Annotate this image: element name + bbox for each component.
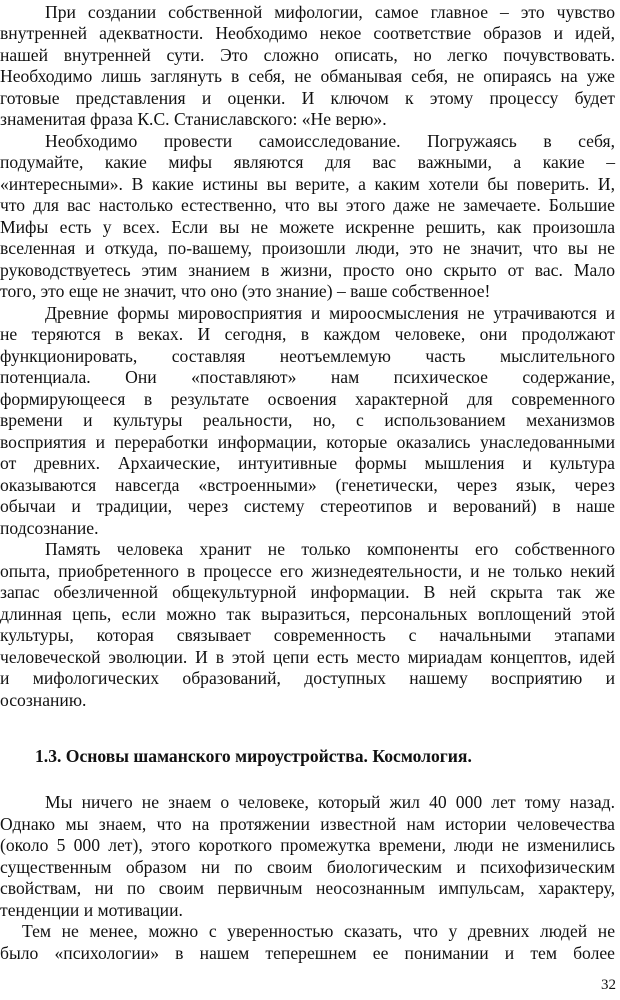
paragraph-4-line-8: осознанию.: [0, 690, 87, 710]
paragraph-3-line-1: Древние формы мировосприятия и мироосмысления не утрачиваются и: [45, 303, 615, 323]
paragraph-4-line-7: и мифологических образований, доступных нашему восприятию и: [0, 668, 615, 688]
paragraph-3-line-11: подсознание.: [0, 518, 99, 538]
paragraph-1-line-1: При создании собственной мифологии, самое главное – это чувство: [45, 2, 615, 22]
paragraph-5-line-5: свойствам, ни по своим первичным неосознанным импульсам, характеру,: [0, 878, 615, 898]
paragraph-2-line-8: того, это еще не значит, что оно (это знание) – ваше собственное!: [0, 281, 491, 301]
paragraph-5-line-3: (около 5 000 лет), этого короткого промежутка времени, люди не изменились: [0, 835, 615, 855]
paragraph-6-line-1: Тем не менее, можно с уверенностью сказать, что у древних людей не: [22, 921, 615, 941]
paragraph-4-line-2: опыта, приобретенного в процессе его жизнедеятельности, и не только некий: [0, 561, 615, 581]
section-heading: 1.3. Основы шаманского мироустройства. Космология.: [35, 746, 472, 766]
paragraph-5-line-6: тенденции и мотивации.: [0, 900, 183, 920]
paragraph-3-line-3: функционировать, составляя неотъемлемую часть мыслительного: [0, 346, 615, 366]
page-number: 32: [601, 977, 616, 993]
paragraph-2-line-6: вселенная и откуда, по-вашему, произошли люди, это не значит, что вы не: [0, 238, 615, 258]
paragraph-2-line-2: подумайте, какие мифы являются для вас важными, а какие –: [0, 152, 615, 172]
paragraph-2-line-3: «интересными». В какие истины вы верите, а каким хотели бы поверить. И,: [0, 174, 615, 194]
paragraph-6-line-2: было «психологии» в нашем теперешнем ее понимании и тем более: [0, 943, 615, 963]
paragraph-2-line-7: руководствуетесь этим знанием в жизни, просто оно скрыто от вас. Мало: [0, 260, 615, 280]
paragraph-5-line-4: существенным образом ни по своим биологическим и психофизическим: [0, 857, 615, 877]
paragraph-3-line-2: не теряются в веках. И сегодня, в каждом человеке, они продолжают: [0, 324, 615, 344]
paragraph-3-line-8: от древних. Архаические, интуитивные формы мышления и культура: [0, 453, 615, 473]
paragraph-1-line-3: нашей внутренней сути. Это сложно описать, но легко почувствовать.: [0, 45, 615, 65]
paragraph-4-line-1: Память человека хранит не только компоненты его собственного: [45, 539, 615, 559]
paragraph-1-line-2: внутренней адекватности. Необходимо некое соответствие образов и идей,: [0, 23, 615, 43]
paragraph-4-line-4: длинная цепь, если можно так выразиться, персональных воплощений этой: [0, 604, 615, 624]
paragraph-3-line-9: оказываются навсегда «встроенными» (генетически, через язык, через: [0, 475, 615, 495]
paragraph-1-line-5: готовые представления и оценки. И ключом к этому процессу будет: [0, 88, 615, 108]
paragraph-3-line-10: обычаи и традиции, через систему стереотипов и верований) в наше: [0, 496, 615, 516]
paragraph-4-line-6: человеческой эволюции. И в этой цепи есть место мириадам концептов, идей: [0, 647, 615, 667]
paragraph-3-line-7: восприятия и переработки информации, которые оказались унаследованными: [0, 432, 615, 452]
paragraph-1-line-4: Необходимо лишь заглянуть в себя, не обманывая себя, не опираясь на уже: [0, 66, 615, 86]
paragraph-4-line-5: культуры, которая связывает современность с начальными этапами: [0, 625, 615, 645]
paragraph-3-line-5: формирующееся в результате освоения характерной для современного: [0, 389, 615, 409]
paragraph-1-line-6: знаменитая фраза К.С. Станиславского: «Не верю».: [0, 109, 387, 129]
paragraph-2-line-5: Мифы есть у всех. Если вы не можете искренне решить, как произошла: [0, 217, 615, 237]
paragraph-2-line-1: Необходимо провести самоисследование. Погружаясь в себя,: [45, 131, 615, 151]
paragraph-5-line-1: Мы ничего не знаем о человеке, который жил 40 000 лет тому назад.: [45, 792, 615, 812]
paragraph-3-line-4: потенциала. Они «поставляют» нам психическое содержание,: [0, 367, 615, 387]
paragraph-3-line-6: времени и культуры реальности, но, с использованием механизмов: [0, 410, 615, 430]
paragraph-5-line-2: Однако мы знаем, что на протяжении известной нам истории человечества: [0, 814, 615, 834]
paragraph-4-line-3: запас обезличенной общекультурной информации. В ней скрыта так же: [0, 582, 615, 602]
paragraph-2-line-4: что для вас настолько естественно, что вы этого даже не замечаете. Большие: [0, 195, 615, 215]
